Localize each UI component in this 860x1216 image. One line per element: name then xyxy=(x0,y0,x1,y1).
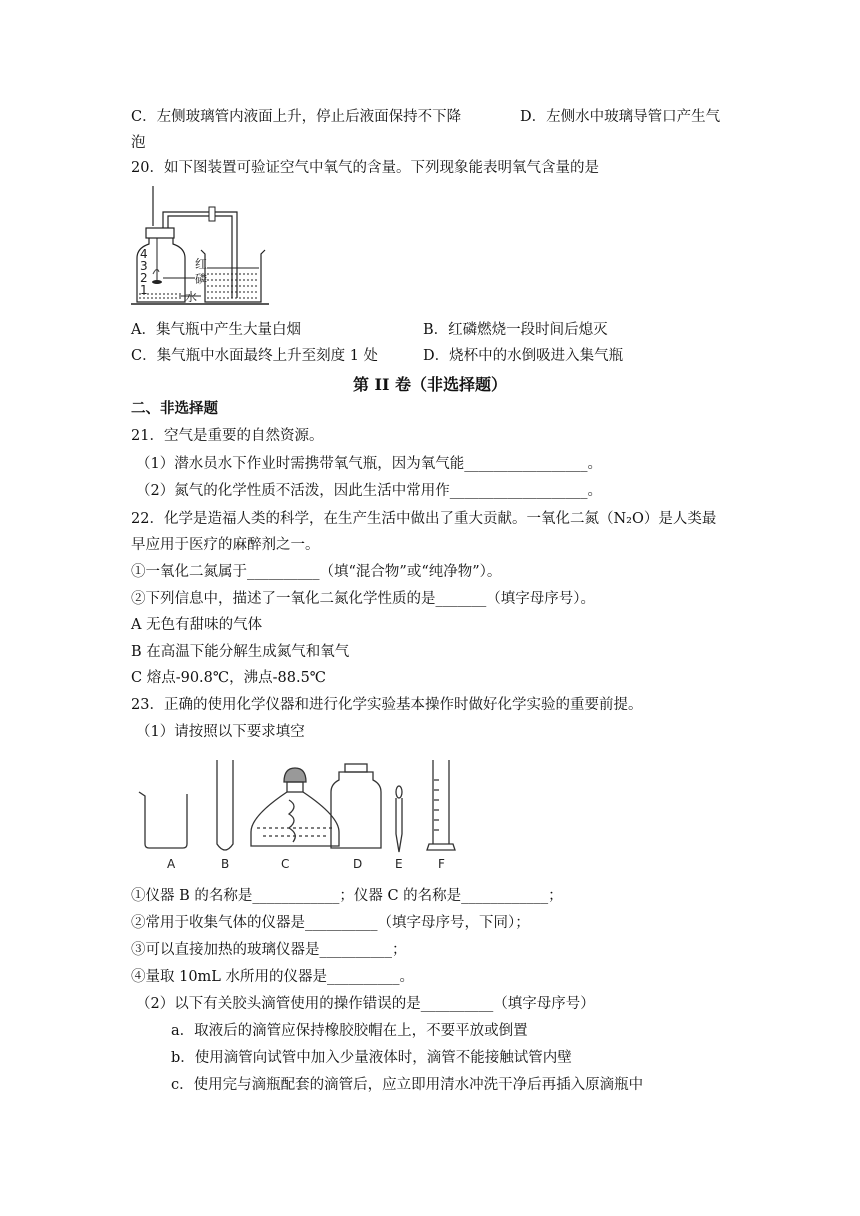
label-phosphorus: 磷 xyxy=(195,272,208,286)
q23-2-option-b: b．使用滴管向试管中加入少量液体时，滴管不能接触试管内壁 xyxy=(171,1050,572,1066)
q23-2-option-c: c．使用完与滴瓶配套的滴管后，应立即用清水冲洗干净后再插入原滴瓶中 xyxy=(171,1077,644,1093)
q23-2-option-a: a．取液后的滴管应保持橡胶胶帽在上，不要平放或倒置 xyxy=(171,1023,528,1039)
q22-stem: 22．化学是造福人类的科学，在生产生活中做出了重大贡献。一氧化二氮（N₂O）是人类最 xyxy=(131,511,717,527)
label-e: E xyxy=(395,857,403,871)
q22-choice-a: A 无色有甜味的气体 xyxy=(131,617,263,633)
q20-option-b: B．红磷燃烧一段时间后熄灭 xyxy=(423,322,608,338)
q23-stem: 23．正确的使用化学仪器和进行化学实验基本操作时做好化学实验的重要前提。 xyxy=(131,697,643,713)
q21-stem: 21．空气是重要的自然资源。 xyxy=(131,428,324,444)
label-c: C xyxy=(281,857,290,871)
q21-part-2: （2）氮气的化学性质不活泼，因此生活中常用作___________________。 xyxy=(136,483,602,499)
q23-1d: ④量取 10mL 水所用的仪器是__________。 xyxy=(131,969,415,985)
q21-part-1: （1）潜水员水下作业时需携带氧气瓶，因为氧气能_________________。 xyxy=(136,456,602,472)
label-water: 水 xyxy=(185,290,198,304)
scale-mark: 4 xyxy=(140,247,148,261)
scale-mark: 1 xyxy=(140,283,148,297)
q20-option-a: A．集气瓶中产生大量白烟 xyxy=(131,322,301,338)
q19-option-c: C．左侧玻璃管内液面上升，停止后液面保持不下降 xyxy=(131,109,462,125)
instruments-figure xyxy=(133,760,473,875)
part-heading: 二、非选择题 xyxy=(131,400,218,417)
label-b: B xyxy=(221,857,230,871)
q23-part-1: （1）请按照以下要求填空 xyxy=(136,724,305,740)
q23-1a: ①仪器 B 的名称是____________；仪器 C 的名称是____________； xyxy=(131,888,563,904)
scale-mark: 3 xyxy=(140,259,148,273)
label-d: D xyxy=(353,857,363,871)
q20-stem: 20．如下图装置可验证空气中氧气的含量。下列现象能表明氧气含量的是 xyxy=(131,160,599,176)
section-title: 第 II 卷（非选择题） xyxy=(352,375,508,394)
q19-option-d: D．左侧水中玻璃导管口产生气 xyxy=(520,109,721,125)
q22-part-2: ②下列信息中，描述了一氧化二氮化学性质的是_______（填字母序号）。 xyxy=(131,591,595,607)
scale-mark: 2 xyxy=(140,271,148,285)
label-a: A xyxy=(167,857,176,871)
q23-part-2: （2）以下有关胶头滴管使用的操作错误的是__________（填字母序号） xyxy=(136,996,595,1012)
q23-1c: ③可以直接加热的玻璃仪器是__________； xyxy=(131,942,407,958)
q20-option-d: D．烧杯中的水倒吸进入集气瓶 xyxy=(423,348,624,364)
oxygen-apparatus-figure xyxy=(129,186,279,311)
label-red: 红 xyxy=(195,257,208,271)
q22-choice-c: C 熔点-90.8℃，沸点-88.5℃ xyxy=(131,670,327,686)
q22-part-1: ①一氧化二氮属于__________（填“混合物”或“纯净物”）。 xyxy=(131,564,502,580)
q22-choice-b: B 在高温下能分解生成氮气和氧气 xyxy=(131,644,350,660)
q23-1b: ②常用于收集气体的仪器是__________（填字母序号，下同）； xyxy=(131,915,530,931)
label-f: F xyxy=(438,857,445,871)
q20-option-c: C．集气瓶中水面最终上升至刻度 1 处 xyxy=(131,348,379,364)
q22-stem-cont: 早应用于医疗的麻醉剂之一。 xyxy=(131,537,320,553)
q19-option-d-cont: 泡 xyxy=(131,135,146,151)
